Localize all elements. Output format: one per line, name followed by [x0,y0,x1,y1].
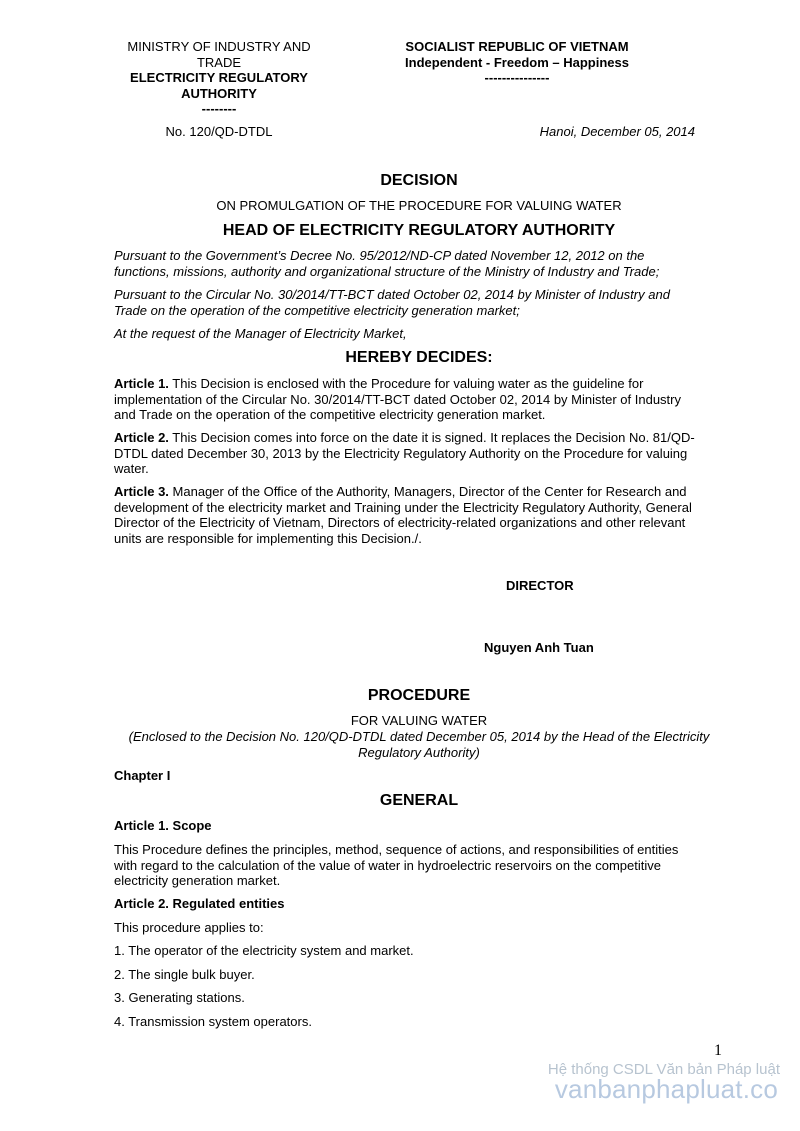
national-motto: Independent - Freedom – Happiness [405,54,629,70]
procedure-article-1-heading: Article 1. Scope [114,818,212,833]
decision-subtitle: ON PROMULGATION OF THE PROCEDURE FOR VALUING WATER [216,198,622,213]
article-2-line3: water. [114,461,149,476]
page-number: 1 [714,1042,722,1059]
header-left [114,39,324,117]
procedure-article-2-intro: This procedure applies to: [114,920,264,935]
article-1-line3: and Trade on the operation of the competitive electricity generation market. [114,407,546,422]
list-item: 3. Generating stations. [114,990,245,1005]
procedure-enclosed-line1: (Enclosed to the Decision No. 120/QD-DTDL dated December 05, 2014 by the Head of the Electricity [128,729,710,744]
procedure-title: PROCEDURE [367,687,471,704]
header-left-divider: -------- [201,101,237,116]
procedure-article-1-line2: with regard to the calculation of the value of water in hydroelectric reservoirs on the competitive [114,857,661,873]
list-item: 2. The single bulk buyer. [114,967,255,982]
authority-name-line2: AUTHORITY [181,85,257,101]
pursuant-1-line2: functions, missions, authority and organizational structure of the Ministry of Industry and Trade; [114,263,660,279]
decision-article-1 [114,376,714,423]
signature-role: DIRECTOR [506,578,574,593]
header-right [380,39,654,86]
signature-name: Nguyen Anh Tuan [484,640,594,655]
list-item: 1. The operator of the electricity system and market. [114,943,414,958]
pursuant-1-line1: Pursuant to the Government’s Decree No. 95/2012/ND-CP dated November 12, 2012 on the [114,248,645,263]
decision-title: DECISION [380,172,458,189]
pursuant-2 [114,287,714,318]
decision-issuer: HEAD OF ELECTRICITY REGULATORY AUTHORITY [222,222,616,239]
authority-name-line1: ELECTRICITY REGULATORY [130,70,308,85]
pursuant-3: At the request of the Manager of Electricity Market, [114,326,407,341]
article-2-label: Article 2. [114,430,169,445]
chapter-title: GENERAL [379,792,459,809]
article-3-line3: Director of the Electricity of Vietnam, Directors of electricity-related organizations and other relevant [114,515,686,530]
document-date: Hanoi, December 05, 2014 [539,124,695,139]
procedure-article-1-body [114,842,714,889]
pursuant-2-line1: Pursuant to the Circular No. 30/2014/TT-BCT dated October 02, 2014 by Minister of Industry and [114,287,670,302]
watermark-line2: vanbanphapluat.co [554,1074,778,1104]
hereby-decides: HEREBY DECIDES: [345,349,493,366]
document-number: No. 120/QD-DTDL [165,124,273,139]
ministry-name-line2: TRADE [196,54,242,70]
country-name: SOCIALIST REPUBLIC OF VIETNAM [405,39,629,54]
procedure-enclosed-line2: Regulatory Authority) [358,744,480,760]
procedure-article-1-line3: electricity generation market. [114,873,281,888]
article-3-line2: development of the electricity market and Training under the Electricity Regulatory Authority, General [114,499,692,515]
article-1-label: Article 1. [114,376,169,391]
procedure-article-1-line1: This Procedure defines the principles, method, sequence of actions, and responsibilities of entities [114,842,679,857]
article-3-line4: units are responsible for implementing this Decision./. [114,530,422,546]
pursuant-2-line2: Trade on the operation of the competitive electricity generation market; [114,302,520,318]
article-3-label: Article 3. [114,484,169,499]
ministry-name-line1: MINISTRY OF INDUSTRY AND [127,39,311,54]
list-item: 4. Transmission system operators. [114,1014,312,1029]
article-3-line1: Manager of the Office of the Authority, Managers, Director of the Center for Research and [168,484,687,499]
procedure-article-2-heading: Article 2. Regulated entities [114,896,285,911]
pursuant-1 [114,248,714,279]
header-right-divider: --------------- [484,70,550,85]
procedure-enclosed [114,729,724,760]
procedure-subtitle: FOR VALUING WATER [350,713,488,728]
chapter-label: Chapter I [114,768,171,783]
article-2-line1: This Decision comes into force on the date it is signed. It replaces the Decision No. 81/QD- [168,430,695,445]
watermark-line1: Hệ thống CSDL Văn bản Pháp luật [547,1061,780,1078]
article-1-line2: implementation of the Circular No. 30/2014/TT-BCT dated October 02, 2014 by Minister of Industry [114,391,681,407]
decision-article-2 [114,430,714,477]
article-2-line2: DTDL dated December 30, 2013 by the Electricity Regulatory Authority on the Procedure for valuing [114,445,688,461]
article-1-line1: This Decision is enclosed with the Procedure for valuing water as the guideline for [168,376,644,391]
decision-article-3 [114,484,714,546]
